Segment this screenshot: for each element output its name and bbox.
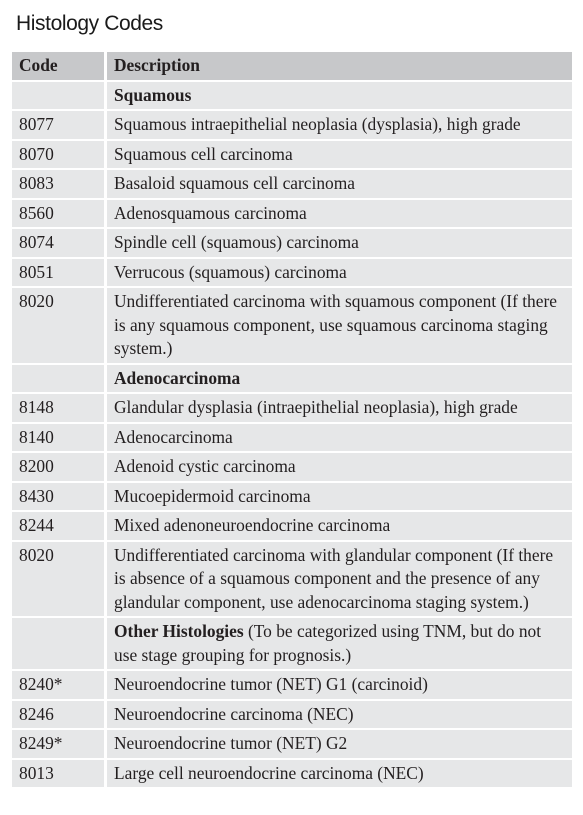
description-text: Adenosquamous carcinoma (114, 202, 307, 223)
description-text: Undifferentiated carcinoma with glandular component (If there is absence of a squamous component and the presence of any glandular component, use adenocarcinoma staging system.) (114, 544, 554, 612)
section-heading: Adenocarcinoma (114, 367, 241, 388)
code-cell: 8200 (12, 453, 107, 483)
code-cell: 8070 (12, 141, 107, 171)
description-cell (107, 111, 572, 141)
table-row (12, 259, 572, 289)
description-cell (107, 453, 572, 483)
description-text: Verrucous (squamous) carcinoma (114, 261, 347, 282)
description-text: Adenocarcinoma (114, 426, 233, 447)
description-text: Squamous intraepithelial neoplasia (dysplasia), high grade (114, 114, 521, 134)
description-cell (107, 701, 572, 731)
description-text: Adenoid cystic carcinoma (114, 456, 296, 476)
description-cell (107, 483, 572, 513)
description-text: Glandular dysplasia (intraepithelial neoplasia), high grade (114, 397, 518, 417)
table-row (12, 483, 572, 513)
table-row (12, 512, 572, 542)
code-cell: 8077 (12, 111, 107, 141)
description-cell (107, 542, 572, 619)
column-header-code: Code (12, 52, 107, 82)
table-row (12, 111, 572, 141)
code-cell: 8430 (12, 483, 107, 513)
code-cell: 8244 (12, 512, 107, 542)
code-cell (12, 82, 107, 112)
code-cell: 8240* (12, 671, 107, 701)
column-header-description: Description (107, 52, 572, 82)
description-text: Squamous cell carcinoma (114, 143, 293, 164)
section-heading: Other Histologies (114, 621, 244, 641)
table-row (12, 701, 572, 731)
code-cell: 8083 (12, 170, 107, 200)
description-cell (107, 760, 572, 790)
table-row (12, 542, 572, 619)
description-text: Mixed adenoneuroendocrine carcinoma (114, 515, 391, 535)
page-title: Histology Codes (16, 12, 163, 35)
description-cell (107, 288, 572, 365)
code-cell: 8051 (12, 259, 107, 289)
table-row (12, 288, 572, 365)
section-heading-row (12, 365, 572, 395)
description-cell (107, 618, 572, 671)
section-heading-row (12, 618, 572, 671)
code-cell: 8013 (12, 760, 107, 790)
code-cell (12, 365, 107, 395)
code-cell: 8246 (12, 701, 107, 731)
code-cell: 8074 (12, 229, 107, 259)
table-header-row (12, 52, 572, 82)
table-row (12, 200, 572, 230)
table-row (12, 671, 572, 701)
table-row (12, 394, 572, 424)
description-text: Neuroendocrine tumor (NET) G2 (114, 733, 348, 753)
description-cell (107, 170, 572, 200)
description-cell (107, 229, 572, 259)
description-cell (107, 394, 572, 424)
code-cell: 8140 (12, 424, 107, 454)
table-row (12, 229, 572, 259)
description-cell (107, 259, 572, 289)
description-cell (107, 512, 572, 542)
table-row (12, 453, 572, 483)
table-row (12, 730, 572, 760)
code-cell (12, 618, 107, 671)
code-cell: 8148 (12, 394, 107, 424)
code-cell: 8560 (12, 200, 107, 230)
code-cell: 8020 (12, 542, 107, 619)
description-text: Basaloid squamous cell carcinoma (114, 173, 355, 193)
table-row (12, 170, 572, 200)
section-heading: Squamous (114, 84, 192, 105)
description-text: Mucoepidermoid carcinoma (114, 485, 311, 506)
description-text: (To be categorized using TNM, but do not use stage grouping for prognosis.) (114, 621, 542, 665)
table-row (12, 424, 572, 454)
description-text: Neuroendocrine carcinoma (NEC) (114, 703, 354, 724)
description-cell (107, 365, 572, 395)
code-cell: 8249* (12, 730, 107, 760)
description-text: Undifferentiated carcinoma with squamous component (If there is any squamous component, use squamous carcinoma staging system.) (114, 291, 557, 358)
description-cell (107, 424, 572, 454)
description-text: Neuroendocrine tumor (NET) G1 (carcinoid) (114, 674, 428, 694)
description-cell (107, 671, 572, 701)
table-row (12, 760, 572, 790)
description-text: Large cell neuroendocrine carcinoma (NEC) (114, 762, 424, 783)
histology-codes-table (12, 52, 572, 789)
description-cell (107, 141, 572, 171)
description-cell (107, 200, 572, 230)
description-text: Spindle cell (squamous) carcinoma (114, 232, 359, 252)
code-cell: 8020 (12, 288, 107, 365)
description-cell (107, 730, 572, 760)
table-body (12, 82, 572, 790)
table-row (12, 141, 572, 171)
section-heading-row (12, 82, 572, 112)
description-cell (107, 82, 572, 112)
